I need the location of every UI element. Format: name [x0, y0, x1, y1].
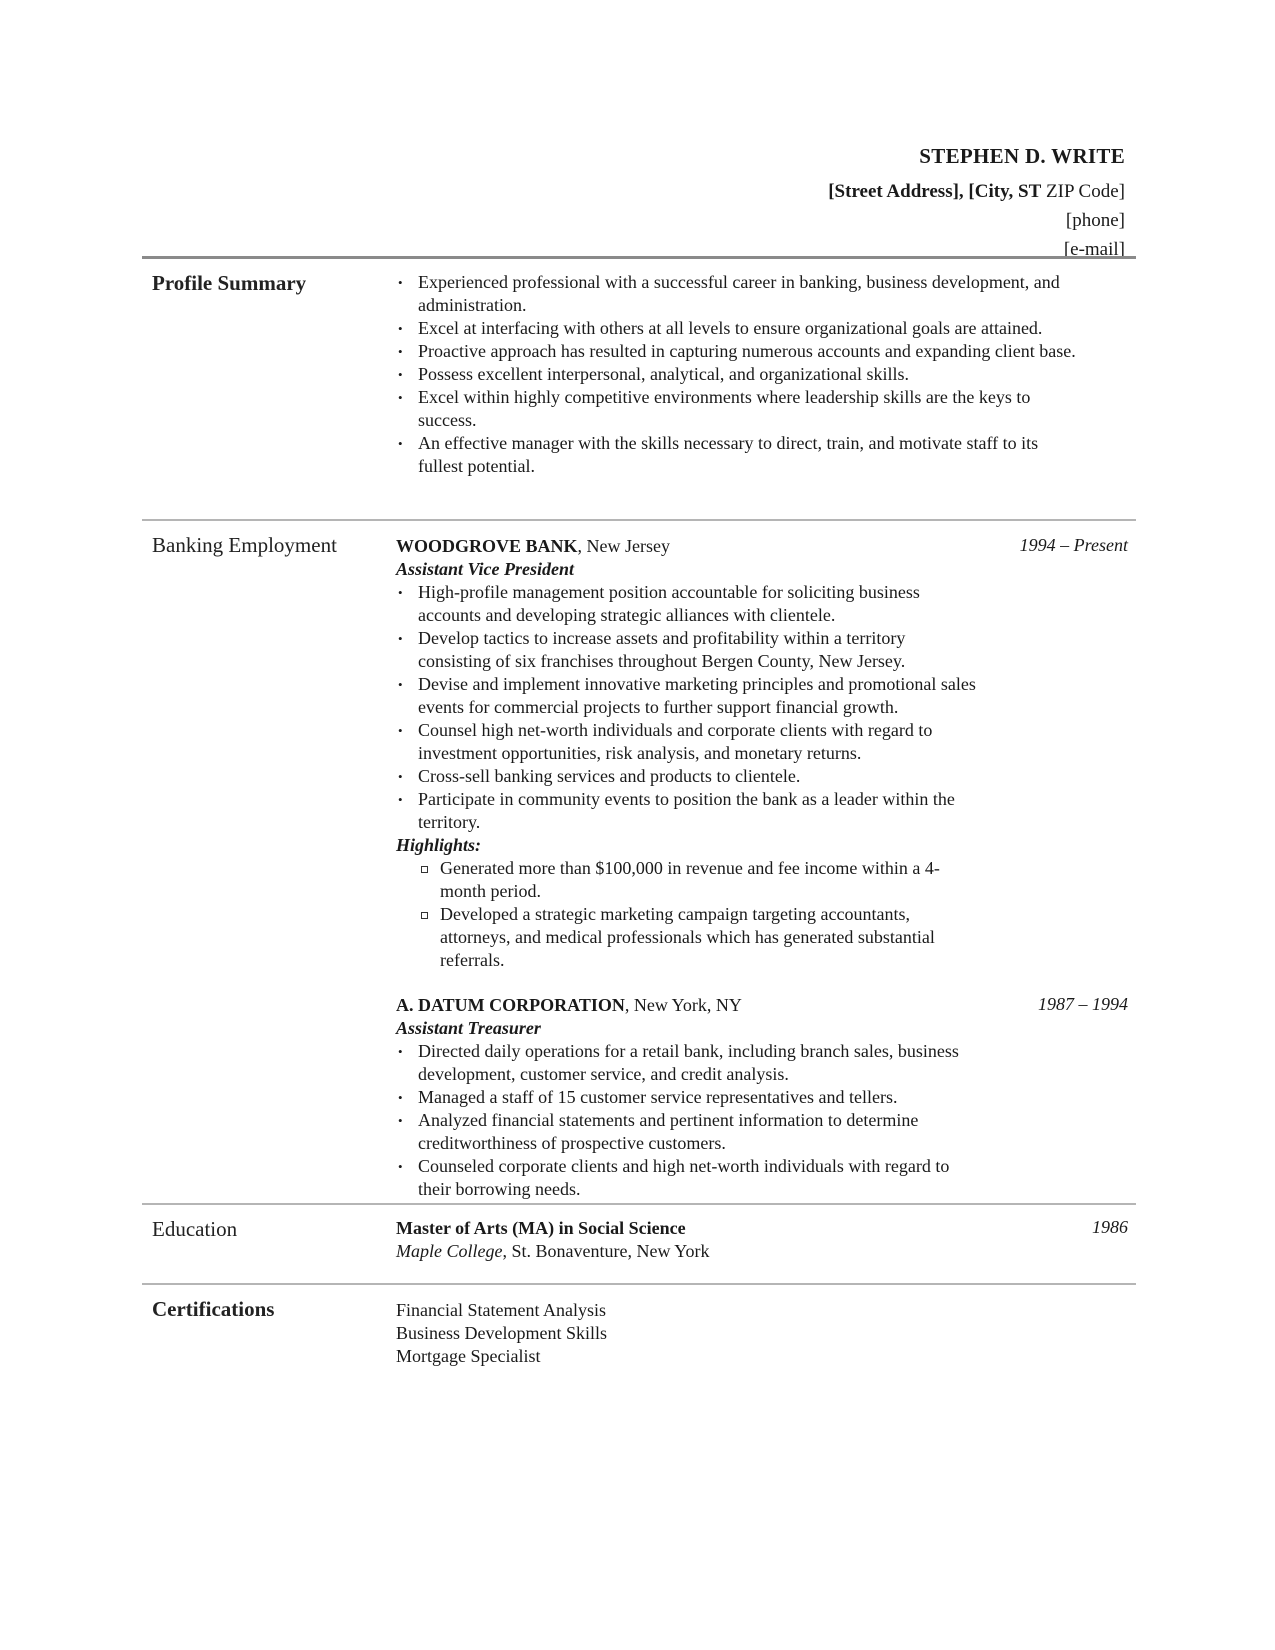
list-item: • Excel at interfacing with others at all levels to ensure organizational goals are attained. — [396, 317, 1076, 340]
list-item: • Devise and implement innovative marketing principles and promotional sales events for commercial projects to further support financial growth. — [396, 673, 976, 719]
list-item: Generated more than $100,000 in revenue and fee income within a 4-month period. — [418, 857, 976, 903]
company-name: A. DATUM CORPORATION — [396, 995, 625, 1015]
employment-body — [396, 535, 1138, 1201]
profile-section — [142, 256, 1136, 521]
job-description — [396, 581, 976, 972]
phone: [phone] — [1065, 210, 1125, 231]
highlights-label: Highlights: — [396, 835, 482, 855]
certifications-label: Certifications — [152, 1297, 275, 1321]
candidate-name: STEPHEN D. WRITE — [919, 144, 1125, 168]
education-section — [142, 1203, 1136, 1285]
job-title: Assistant Treasurer — [396, 1018, 541, 1038]
education-label: Education — [152, 1217, 238, 1241]
certification-item: Mortgage Specialist — [396, 1346, 541, 1366]
company-location: , New Jersey — [577, 536, 670, 556]
employment-label: Banking Employment — [152, 533, 337, 557]
company-location: , New York, NY — [624, 995, 742, 1015]
list-item: • Possess excellent interpersonal, analytical, and organizational skills. — [396, 363, 1076, 386]
profile-body — [396, 271, 1076, 478]
job-datum — [396, 994, 1138, 1201]
employment-section — [142, 519, 1136, 1205]
job-dates: 1987 – 1994 — [1038, 994, 1128, 1014]
job-title: Assistant Vice President — [396, 559, 575, 579]
list-item: • Analyzed financial statements and pertinent information to determine creditworthiness of prospective customers. — [396, 1109, 976, 1155]
list-item: • Develop tactics to increase assets and profitability within a territory consisting of six franchises throughout Bergen County, New Jersey. — [396, 627, 976, 673]
address-line — [828, 177, 1125, 206]
school-line — [396, 1240, 1138, 1263]
list-item: • Managed a staff of 15 customer service representatives and tellers. — [396, 1086, 976, 1109]
job-woodgrove — [396, 535, 1138, 972]
profile-bullets — [396, 271, 1076, 478]
graduation-year: 1986 — [1092, 1217, 1128, 1237]
list-item: • An effective manager with the skills necessary to direct, train, and motivate staff to its fullest potential. — [396, 432, 1076, 478]
job-description — [396, 1040, 976, 1201]
list-item: • Participate in community events to position the bank as a leader within the territory. — [396, 788, 976, 834]
certification-item: Financial Statement Analysis — [396, 1300, 606, 1320]
profile-label: Profile Summary — [152, 271, 307, 295]
street-address: [Street Address], [City, ST — [828, 181, 1042, 202]
job-dates: 1994 – Present — [1019, 535, 1128, 555]
list-item: • Excel within highly competitive environments where leadership skills are the keys to success. — [396, 386, 1076, 432]
certifications-section — [142, 1283, 1136, 1385]
list-item: • Counseled corporate clients and high net-worth individuals with regard to their borrowing needs. — [396, 1155, 976, 1201]
resume-header — [828, 144, 1125, 264]
job-heading — [396, 994, 1138, 1017]
highlights-list — [396, 857, 976, 972]
school-name: Maple College — [396, 1241, 503, 1261]
certifications-body — [396, 1299, 1138, 1368]
list-item: • Proactive approach has resulted in capturing numerous accounts and expanding client base. — [396, 340, 1076, 363]
job-bullets — [396, 581, 976, 834]
list-item: • Directed daily operations for a retail bank, including branch sales, business development, customer service, and credit analysis. — [396, 1040, 976, 1086]
zip-code: ZIP Code] — [1041, 181, 1125, 202]
company-name: WOODGROVE BANK — [396, 536, 578, 556]
degree: Master of Arts (MA) in Social Science — [396, 1218, 686, 1238]
list-item: Developed a strategic marketing campaign targeting accountants, attorneys, and medical professionals which has generated substantial referrals. — [418, 903, 976, 972]
email: [e-mail] — [1063, 239, 1125, 260]
list-item: • High-profile management position accountable for soliciting business accounts and developing strategic alliances with clientele. — [396, 581, 976, 627]
job-bullets — [396, 1040, 976, 1201]
list-item: • Counsel high net-worth individuals and corporate clients with regard to investment opportunities, risk analysis, and monetary returns. — [396, 719, 976, 765]
list-item: • Experienced professional with a successful career in banking, business development, and administration. — [396, 271, 1076, 317]
certification-item: Business Development Skills — [396, 1323, 607, 1343]
school-location: , St. Bonaventure, New York — [502, 1241, 710, 1261]
list-item: • Cross-sell banking services and products to clientele. — [396, 765, 976, 788]
education-body — [396, 1217, 1138, 1263]
